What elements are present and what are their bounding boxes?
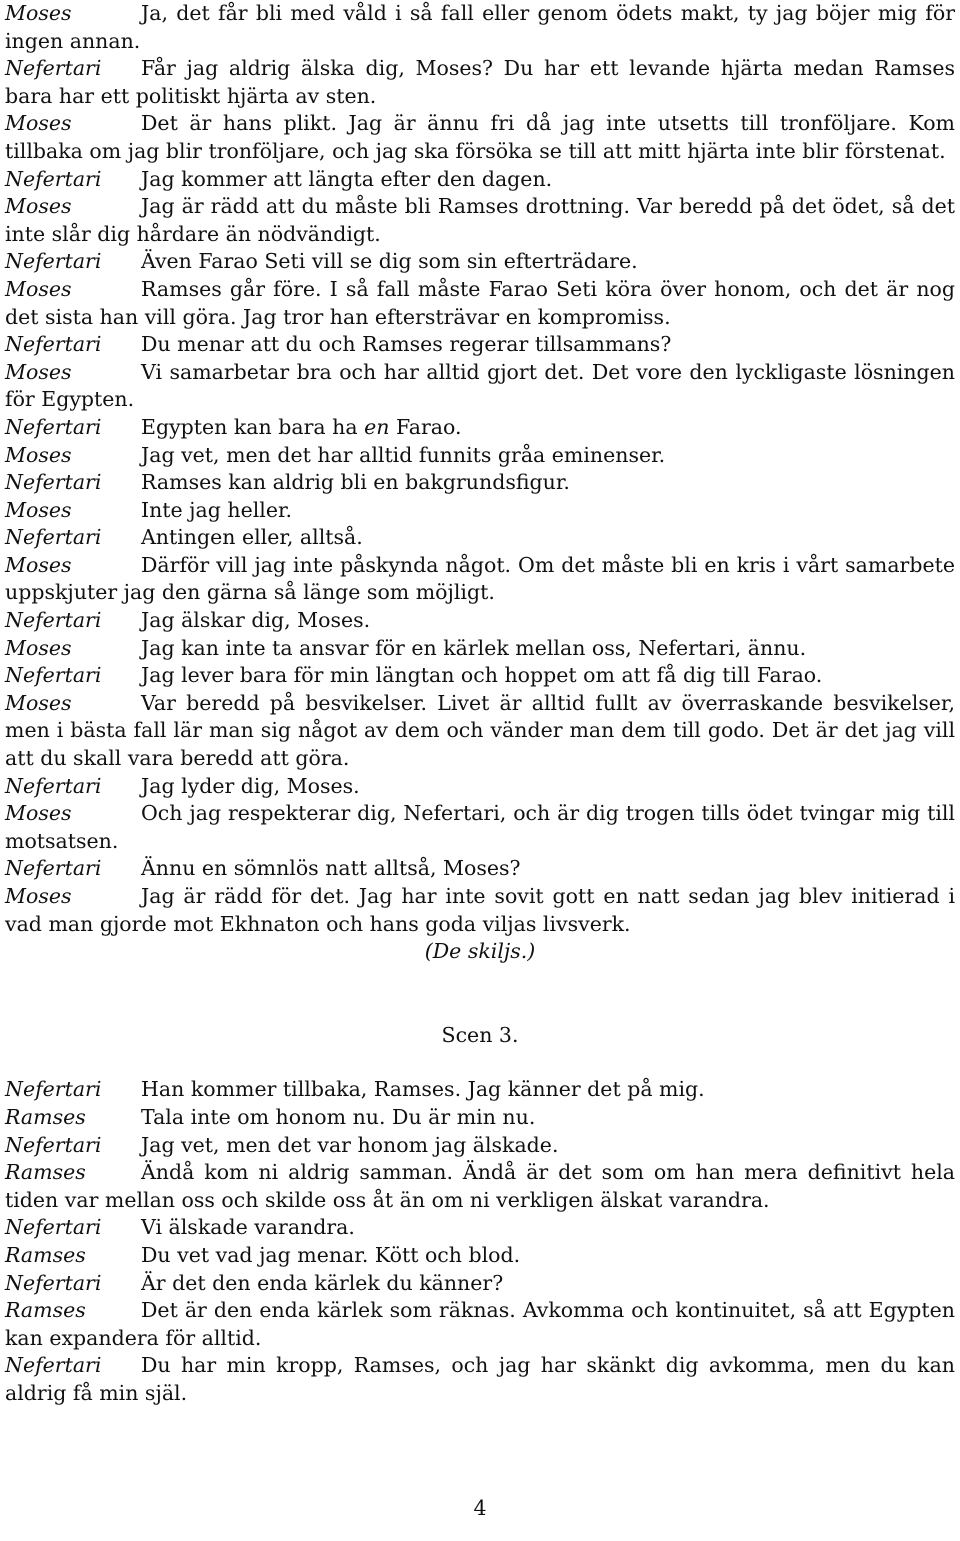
speaker-name: Nefertari <box>5 1132 102 1157</box>
speaker-name: Ramses <box>5 1104 86 1129</box>
line-text: Du har min kropp, Ramses, och jag har skänkt dig avkomma, men du kan aldrig få min själ. <box>5 1353 955 1405</box>
dialogue-line <box>5 1270 955 1298</box>
speaker-name: Nefertari <box>5 1270 102 1295</box>
dialogue-line <box>5 166 955 194</box>
line-text: Därför vill jag inte påskynda något. Om det måste bli en kris i vårt samarbete uppskjuter jag den gärna så länge som möjligt. <box>5 552 955 605</box>
dialogue-line <box>5 442 955 470</box>
speaker-name: Ramses <box>5 1242 86 1267</box>
speaker-name: Nefertari <box>5 1215 102 1240</box>
document-page <box>5 0 955 1408</box>
speaker-name: Nefertari <box>5 856 102 881</box>
speaker-name: Moses <box>5 1 72 25</box>
dialogue-line <box>5 497 955 525</box>
speaker-name: Moses <box>5 442 72 467</box>
line-text: Ramses kan aldrig bli en bakgrundsfigur. <box>141 470 570 495</box>
speaker-name: Nefertari <box>5 1077 102 1102</box>
line-text: Jag kommer att längta efter den dagen. <box>141 166 553 191</box>
dialogue-line <box>5 359 955 414</box>
line-text: Egypten kan bara ha <box>141 414 365 439</box>
line-text: Även Farao Seti vill se dig som sin efterträdare. <box>141 249 638 274</box>
dialogue-line <box>5 276 955 331</box>
speaker-name: Nefertari <box>5 249 102 274</box>
speaker-name: Moses <box>5 276 72 301</box>
dialogue-line <box>5 1104 955 1132</box>
line-text: Får jag aldrig älska dig, Moses? Du har ett levande hjärta medan Ramses bara har ett politiskt hjärta av sten. <box>5 56 955 108</box>
speaker-name: Moses <box>5 111 72 136</box>
line-text: Han kommer tillbaka, Ramses. Jag känner det på mig. <box>141 1077 705 1102</box>
dialogue-line <box>5 552 955 607</box>
dialogue-line <box>5 414 955 442</box>
speaker-name: Moses <box>5 359 72 384</box>
scene-3-dialogue <box>5 1076 955 1407</box>
line-text: Jag älskar dig, Moses. <box>141 608 371 633</box>
speaker-name: Moses <box>5 690 72 715</box>
line-text: Du vet vad jag menar. Kött och blod. <box>141 1242 521 1267</box>
speaker-name: Moses <box>5 194 72 219</box>
speaker-name: Nefertari <box>5 525 102 550</box>
line-text: Du menar att du och Ramses regerar tillsammans? <box>141 332 672 357</box>
dialogue-line <box>5 883 955 938</box>
page-number: 4 <box>473 1496 487 1520</box>
dialogue-line <box>5 1297 955 1352</box>
line-text: Det är hans plikt. Jag är ännu fri då jag inte utsetts till tronföljare. Kom tillbaka om jag blir tronföljare, och jag ska försöka se till att mitt hjärta inte blir förstenat. <box>5 111 955 163</box>
speaker-name: Nefertari <box>5 663 102 688</box>
speaker-name: Nefertari <box>5 773 102 798</box>
speaker-name: Ramses <box>5 1298 86 1323</box>
dialogue-line <box>5 331 955 359</box>
line-text: Jag lever bara för min längtan och hoppet om att få dig till Farao. <box>141 663 823 688</box>
dialogue-line <box>5 773 955 801</box>
dialogue-line <box>5 662 955 690</box>
dialogue-line <box>5 524 955 552</box>
dialogue-line <box>5 607 955 635</box>
speaker-name: Nefertari <box>5 166 102 191</box>
line-text: Jag vet, men det har alltid funnits gråa eminenser. <box>141 442 666 467</box>
dialogue-line <box>5 1214 955 1242</box>
line-text: Är det den enda kärlek du känner? <box>141 1270 504 1295</box>
line-text: Jag är rädd för det. Jag har inte sovit gott en natt sedan jag blev initierad i vad man gjorde mot Ekhnaton och hans goda viljas livsverk. <box>5 884 955 936</box>
speaker-name: Moses <box>5 884 72 908</box>
dialogue-line <box>5 0 955 55</box>
line-text: Jag vet, men det var honom jag älskade. <box>141 1132 559 1157</box>
line-text: Och jag respekterar dig, Nefertari, och är dig trogen tills ödet tvingar mig till motsatsen. <box>5 801 955 853</box>
dialogue-line <box>5 1159 955 1214</box>
dialogue-line <box>5 248 955 276</box>
line-text: Ändå kom ni aldrig samman. Ändå är det som om han mera definitivt hela tiden var mellan oss och skilde oss åt än om ni verkligen älskat varandra. <box>5 1160 955 1212</box>
speaker-name: Nefertari <box>5 1353 102 1378</box>
line-text: Ännu en sömnlös natt alltså, Moses? <box>141 856 521 881</box>
line-text: Var beredd på besvikelser. Livet är alltid fullt av överraskande besvikelser, men i bästa fall lär man sig något av dem och vänder man dem till godo. Det är det jag vill att du skall vara beredd att göra. <box>5 690 955 771</box>
dialogue-line <box>5 193 955 248</box>
scene-heading: Scen 3. <box>441 1022 519 1047</box>
line-text: Jag kan inte ta ansvar för en kärlek mellan oss, Nefertari, ännu. <box>141 635 807 660</box>
line-text: Tala inte om honom nu. Du är min nu. <box>141 1104 536 1129</box>
dialogue-line <box>5 1242 955 1270</box>
stage-direction: (De skiljs.) <box>424 939 536 964</box>
scene-2-dialogue <box>5 0 955 938</box>
dialogue-line <box>5 855 955 883</box>
speaker-name: Moses <box>5 635 72 660</box>
speaker-name: Nefertari <box>5 332 102 357</box>
speaker-name: Moses <box>5 497 72 522</box>
emphasized-word: en <box>364 414 390 439</box>
line-text: Vi älskade varandra. <box>141 1215 355 1240</box>
speaker-name: Nefertari <box>5 608 102 633</box>
dialogue-line <box>5 690 955 773</box>
speaker-name: Nefertari <box>5 56 102 81</box>
line-text: Vi samarbetar bra och har alltid gjort det. Det vore den lyckligaste lösningen för Egypten. <box>5 359 955 412</box>
line-text: Antingen eller, alltså. <box>141 525 363 550</box>
dialogue-line <box>5 1076 955 1104</box>
speaker-name: Moses <box>5 801 72 826</box>
dialogue-line <box>5 55 955 110</box>
line-text: Farao. <box>389 414 462 439</box>
line-text: Ja, det får bli med våld i så fall eller genom ödets makt, ty jag böjer mig för ingen annan. <box>5 1 955 53</box>
line-text: Jag lyder dig, Moses. <box>141 773 360 798</box>
dialogue-line <box>5 800 955 855</box>
speaker-name: Nefertari <box>5 470 102 495</box>
line-text: Ramses går före. I så fall måste Farao Seti köra över honom, och det är nog det sista han vill göra. Jag tror han eftersträvar en kompromiss. <box>5 276 955 329</box>
dialogue-line <box>5 110 955 165</box>
speaker-name: Moses <box>5 552 72 577</box>
speaker-name: Nefertari <box>5 414 102 439</box>
line-text: Inte jag heller. <box>141 497 293 522</box>
speaker-name: Ramses <box>5 1160 86 1185</box>
dialogue-line <box>5 469 955 497</box>
dialogue-line <box>5 1352 955 1407</box>
dialogue-line <box>5 1132 955 1160</box>
line-text: Det är den enda kärlek som räknas. Avkomma och kontinuitet, så att Egypten kan expandera för alltid. <box>5 1298 955 1350</box>
line-text: Jag är rädd att du måste bli Ramses drottning. Var beredd på det ödet, så det inte slår dig hårdare än nödvändigt. <box>5 194 955 246</box>
dialogue-line <box>5 635 955 663</box>
